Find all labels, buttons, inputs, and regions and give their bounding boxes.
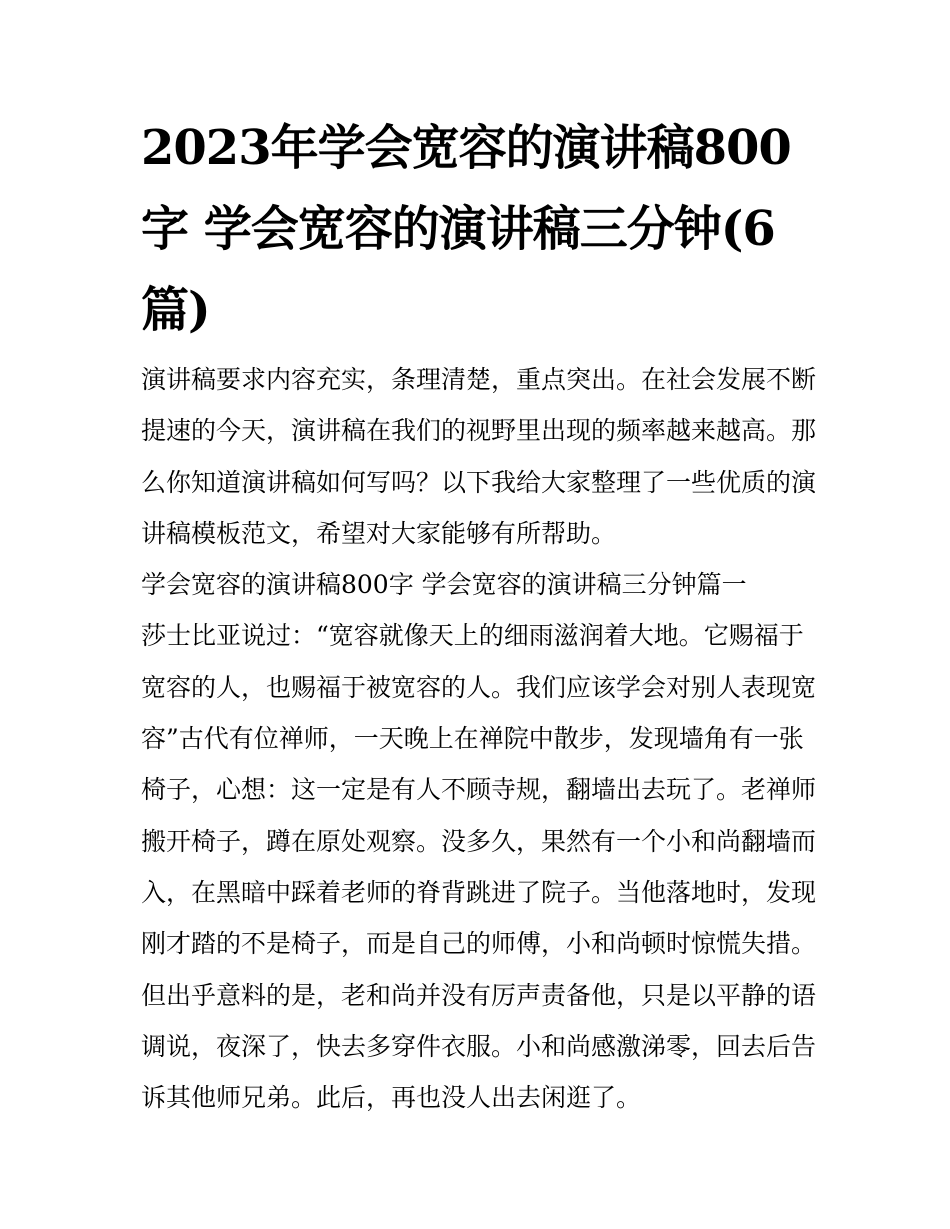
section-heading: 学会宽容的演讲稿800字 学会宽容的演讲稿三分钟篇一: [141, 570, 747, 600]
document-body: [141, 354, 821, 1123]
document-title: 2023年学会宽容的演讲稿800 字 学会宽容的演讲稿三分钟(6 篇): [141, 120, 791, 338]
story-paragraph: 莎士比亚说过：“宽容就像天上的细雨滋润着大地。它赐福于 宽容的人，也赐福于被宽容的人。我们应该学会对别人表现宽 容”古代有位禅师，一天晚上在禅院中散步，发现墙角有一张 椅子，心想：这一定是有人不顾寺规，翻墙出去玩了。老禅师 搬开椅子，蹲在原处观察。没多久，果然有一个小和尚翻墙而 入，在黑暗中踩着老师的脊背跳进了院子。当他落地时，发现 刚才踏的不是椅子，而是自己的师傅，小和尚顿时惊慌失措。 但出乎意料的是，老和尚并没有厉声责备他，只是以平静的语 调说，夜深了，快去多穿件衣服。小和尚感激涕零，回去后告 诉其他师兄弟。此后，再也没人出去闲逛了。: [141, 621, 817, 1113]
intro-paragraph: 演讲稿要求内容充实，条理清楚，重点突出。在社会发展不断 提速的今天，演讲稿在我们的视野里出现的频率越来越高。那 么你知道演讲稿如何写吗？以下我给大家整理了一些优质的演 讲稿模板范文，希望对大家能够有所帮助。: [141, 365, 817, 548]
